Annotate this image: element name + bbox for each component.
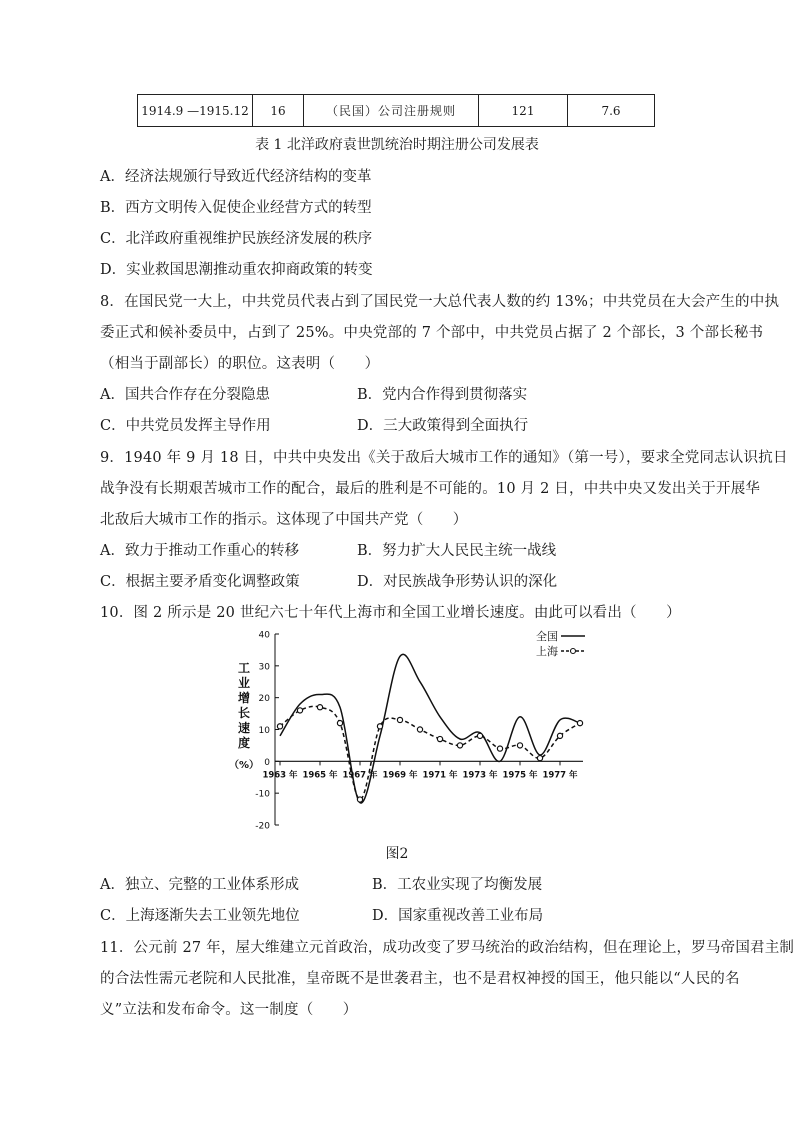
data-point-shanghai <box>377 724 382 729</box>
x-tick-label: 1973 年 <box>462 770 498 781</box>
y-axis-label <box>229 661 259 771</box>
legend-label: 上海 <box>536 645 558 658</box>
table-caption: 表 1 北洋政府袁世凯统治时期注册公司发展表 <box>255 137 539 153</box>
data-point-shanghai <box>357 797 362 802</box>
x-tick-label: 1977 年 <box>542 770 578 781</box>
y-tick-label: 30 <box>258 662 270 673</box>
table-cell: 7.6 <box>568 95 655 127</box>
table-row <box>138 95 655 127</box>
q9-option-d: D．对民族战争形势认识的深化 <box>357 574 558 590</box>
q10-option-b: B．工农业实现了均衡发展 <box>372 877 543 893</box>
data-point-shanghai <box>417 727 422 732</box>
data-point-shanghai <box>437 736 442 741</box>
y-label-char: 业 <box>237 676 251 690</box>
q11-stem-line-1: 11．公元前 27 年，屋大维建立元首政治，成功改变了罗马统治的政治结构，但在理论上，罗马帝国君主制 <box>100 940 794 956</box>
chart-axes <box>275 634 583 825</box>
q10-option-d: D．国家重视改善工业布局 <box>372 908 544 924</box>
q9-stem-line-2: 战争没有长期艰苦城市工作的配合，最后的胜利是不可能的。10 月 2 日，中共中央又发出关于开展华 <box>100 481 761 497</box>
q10-option-c: C．上海逐渐失去工业领先地位 <box>100 908 300 924</box>
industrial-growth-chart <box>225 624 595 836</box>
y-tick-labels <box>255 631 270 832</box>
q8-stem-line-2: 委正式和候补委员中，占到了 25%。中央党部的 7 个部中，中共党员占据了 2 个部长，3 个部长秘书 <box>100 325 764 341</box>
y-tick-label: 10 <box>258 726 270 736</box>
data-point-shanghai <box>517 743 522 748</box>
q9-stem-line-3: 北敌后大城市工作的指示。这体现了中国共产党（ ） <box>100 512 468 528</box>
q8-stem-line-1: 8．在国民党一大上，中共党员代表占到了国民党一大总代表人数的约 13%；中共党员在大会产生的中执 <box>100 294 780 310</box>
q8-stem-line-3: （相当于副部长）的职位。这表明（ ） <box>100 356 380 372</box>
q9-option-b: B．努力扩大人民民主统一战线 <box>357 543 557 559</box>
x-tick-label: 1967 年 <box>342 770 378 781</box>
legend-label: 全国 <box>536 630 558 643</box>
series-line-shanghai <box>280 706 580 799</box>
y-tick-label: -10 <box>255 789 270 800</box>
x-tick-labels <box>262 769 578 780</box>
x-tick-label: 1965 年 <box>302 770 338 781</box>
x-tick-label: 1971 年 <box>422 770 458 781</box>
table-cell: 16 <box>253 95 304 127</box>
q8-option-d: D．三大政策得到全面执行 <box>357 418 529 434</box>
q8-option-c: C．中共党员发挥主导作用 <box>100 418 271 434</box>
y-tick-label: 40 <box>258 630 270 641</box>
chart-legend <box>536 629 585 658</box>
y-label-char: 度 <box>237 736 251 750</box>
q7-option-c: C．北洋政府重视维护民族经济发展的秩序 <box>100 231 373 247</box>
data-point-shanghai <box>297 708 302 713</box>
q7-option-a: A．经济法规颁行导致近代经济结构的变革 <box>100 169 372 185</box>
table-cell: 121 <box>479 95 568 127</box>
q11-stem-line-3: 义”立法和发布命令。这一制度（ ） <box>100 1002 358 1018</box>
table-cell: （民国）公司注册规则 <box>304 95 479 127</box>
data-point-shanghai <box>477 733 482 738</box>
q9-option-c: C．根据主要矛盾变化调整政策 <box>100 574 300 590</box>
company-table-fragment <box>137 94 655 127</box>
q10-option-a: A．独立、完整的工业体系形成 <box>100 877 299 893</box>
y-tick-label: 20 <box>258 694 270 705</box>
q10-stem: 10．图 2 所示是 20 世纪六七十年代上海市和全国工业增长速度。由此可以看出（ ） <box>100 605 681 621</box>
table-cell: 1914.9 —1915.12 <box>138 95 253 127</box>
q9-option-a: A．致力于推动工作重心的转移 <box>100 543 299 559</box>
q8-option-a: A．国共合作存在分裂隐患 <box>100 387 270 403</box>
y-label-unit: （%） <box>228 760 260 771</box>
chart-series <box>277 654 582 803</box>
x-tick-label: 1963 年 <box>262 770 298 781</box>
y-label-char: 工 <box>237 661 251 675</box>
series-line-national <box>280 654 580 803</box>
y-tick-label: -20 <box>255 821 270 832</box>
data-point-shanghai <box>277 724 282 729</box>
data-point-shanghai <box>337 721 342 726</box>
data-point-shanghai <box>457 743 462 748</box>
y-tick-label: 0 <box>264 757 270 768</box>
q11-stem-line-2: 的合法性需元老院和人民批准，皇帝既不是世袭君主，也不是君权神授的国王，他只能以“人民的名 <box>100 971 740 987</box>
x-tick-label: 1969 年 <box>382 770 418 781</box>
y-label-char: 长 <box>237 706 251 720</box>
data-point-shanghai <box>397 717 402 722</box>
figure-label: 图2 <box>385 846 409 862</box>
data-point-shanghai <box>557 733 562 738</box>
q8-option-b: B．党内合作得到贯彻落实 <box>357 387 528 403</box>
legend-marker <box>571 649 576 654</box>
data-point-shanghai <box>317 705 322 710</box>
data-point-shanghai <box>577 721 582 726</box>
x-tick-label: 1975 年 <box>502 770 538 781</box>
q9-stem-line-1: 9．1940 年 9 月 18 日，中共中央发出《关于敌后大城市工作的通知》（第一号），要求全党同志认识抗日 <box>100 450 788 466</box>
q7-option-b: B．西方文明传入促使企业经营方式的转型 <box>100 200 372 216</box>
data-point-shanghai <box>497 746 502 751</box>
data-point-shanghai <box>537 756 542 761</box>
q7-option-d: D．实业救国思潮推动重农抑商政策的转变 <box>100 262 373 278</box>
y-label-char: 增 <box>237 691 251 705</box>
y-label-char: 速 <box>237 721 251 735</box>
